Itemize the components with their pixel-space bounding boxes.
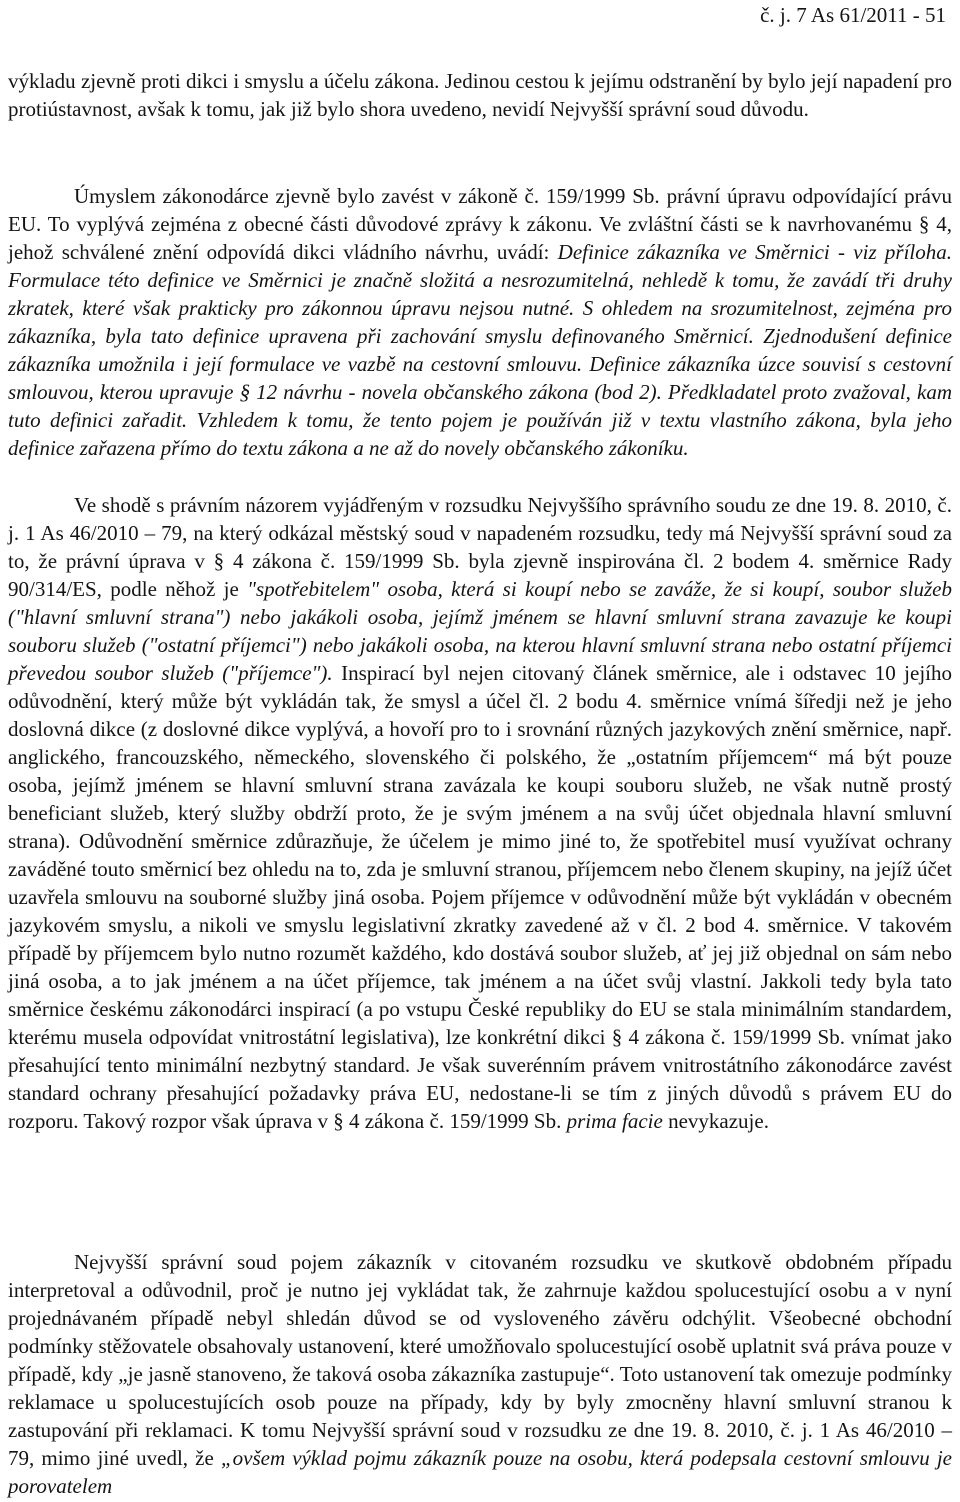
paragraph-3-prima-facie: prima facie bbox=[566, 1109, 663, 1133]
paragraph-4-quote: „ovšem výklad pojmu zákazník pouze na osobu, která podepsala cestovní smlouvu je porovatelem bbox=[8, 1446, 953, 1498]
paragraph-3-quote: "spotřebitelem" osoba, která si koupí nebo se zaváže, že si koupí, soubor služeb ("hlavní smluvní strana") nebo jakákoli osoba, jejímž jménem se hlavní smluvní strana zavazuje ke koupi souboru služeb ("ostatní příjemci") nebo jakákoli osoba, na kterou hlavní smluvní strana nebo ostatní příjemci převedou soubor služeb ("příjemce"). bbox=[8, 577, 952, 685]
paragraph-4 bbox=[8, 1248, 952, 1500]
paragraph-2 bbox=[8, 182, 952, 462]
paragraph-4-text: Nejvyšší správní soud pojem zákazník v citovaném rozsudku ve skutkově obdobném případu interpretoval a odůvodnil, proč je nutno jej vykládat tak, že zahrnuje každou spolucestující osobu a v nyní projednávaném případě nebyl shledán důvod se od vysloveného závěru odchýlit. Všeobecné obchodní podmínky stěžovatele obsahovaly ustanovení, které umožňovalo spolucestující osobě uplatnit svá práva pouze v případě, kdy „je jasně stanoveno, že taková osoba zákazníka zastupuje“. Toto ustanovení tak omezuje podmínky reklamace u spolucestujících osob pouze na případy, kdy by byly zmocněny hlavní smluvní stranou k zastupování při reklamaci. K tomu Nejvyšší správní soud v rozsudku ze dne 19. 8. 2010, č. j. 1 As 46/2010 – 79, mimo jiné uvedl, že bbox=[8, 1250, 952, 1470]
paragraph-1: výkladu zjevně proti dikci i smyslu a účelu zákona. Jedinou cestou k jejímu odstranění by bylo její napadení pro protiústavnost, avšak k tomu, jak již bylo shora uvedeno, nevidí Nejvyšší správní soud důvodu. bbox=[8, 69, 952, 121]
case-reference: č. j. 7 As 61/2011 - 51 bbox=[760, 3, 946, 27]
paragraph-3-text-e: nevykazuje. bbox=[662, 1109, 769, 1133]
paragraph-3-text-a: Ve shodě s právním názorem vyjádřeným v rozsudku Nejvyššího správního soudu ze dne 19. 8. 2010, č. j. 1 As 46/2010 – 79, na který odkázal městský soud v napadeném rozsudku, tedy má Nejvyšší správní soud za to, že právní úprava v § 4 zákona č. 159/1999 Sb. byla zjevně inspirována čl. 2 bodem 4. směrnice Rady 90/314/ES, podle něhož je bbox=[8, 493, 952, 601]
paragraph-2-text: Úmyslem zákonodárce zjevně bylo zavést v zákoně č. 159/1999 Sb. právní úpravu odpovídající právu EU. To vyplývá zejména z obecné části důvodové zprávy k zákonu. Ve zvláštní části se k navrhovanému § 4, jehož schválené znění odpovídá dikci vládního návrhu, uvádí: bbox=[8, 184, 952, 264]
paragraph-2-quote: Definice zákazníka ve Směrnici - viz příloha. Formulace této definice ve Směrnici je značně složitá a nesrozumitelná, nehledě k tomu, že zavádí tři druhy zkratek, které však prakticky pro zákonnou úpravu nejsou nutné. S ohledem na srozumitelnost, zejména pro zákazníka, byla tato definice upravena při zachování smyslu definovaného Směrnicí. Zjednodušení definice zákazníka umožnila i její formulace ve vazbě na cestovní smlouvu. Definice zákazníka úzce souvisí s cestovní smlouvou, kterou upravuje § 12 návrhu - novela občanského zákona (bod 2). Předkladatel proto zvažoval, kam tuto definici zařadit. Vzhledem k tomu, že tento pojem je používán již v textu vlastního zákona, byla jeho definice zařazena přímo do textu zákona a ne až do novely občanského zákoníku. bbox=[8, 240, 953, 460]
paragraph-3-text-c: Inspirací byl nejen citovaný článek směrnice, ale i odstavec 10 jejího odůvodnění, který může být vykládán tak, že smysl a účel čl. 2 bodu 4. směrnice vnímá šíředji než je jeho doslovná dikce (z doslovné dikce vyplývá, a hovoří pro to i srovnání různých jazykových znění směrnice, např. anglického, francouzského, německého, slovenského či polského, že „ostatním příjemcem“ má být pouze osoba, jejímž jménem se hlavní smluvní strana zavázala ke koupi souboru služeb, ne však nutně prostý beneficiant služeb, který služby obdrží proto, že je svým jménem a na svůj účet objednala hlavní smluvní strana). Odůvodnění směrnice zdůrazňuje, že účelem je mimo jiné to, že spotřebitel musí využívat ochrany zaváděné touto směrnicí bez ohledu na to, zda je smluvní stranou, příjemcem nebo členem skupiny, na jejíž účet uzavřela smlouvu na souborné služby jiná osoba. Pojem příjemce v odůvodnění může být vykládán v obecném jazykovém smyslu, a nikoli ve smyslu legislativní zkratky zavedené až v čl. 2 bod 4. směrnice. V takovém případě by příjemcem bylo nutno rozumět každého, kdo dostává soubor služeb, ať jej již objednal on sám nebo jiná osoba, a to jak jménem a na účet příjemce, tak jménem a na účet svůj vlastní. Jakkoli tedy byla tato směrnice českému zákonodárci inspirací (a po vstupu České republiky do EU se stala minimálním standardem, kterému musela odpovídat vnitrostátní legislativa), lze konkrétní dikci § 4 zákona č. 159/1999 Sb. vnímat jako přesahující tento minimální nezbytný standard. Je však suverénním právem vnitrostátního zákonodárce zavést standard ochrany přesahující požadavky práva EU, nedostane-li se tím z jiných důvodů s právem EU do rozporu. Takový rozpor však úprava v § 4 zákona č. 159/1999 Sb. bbox=[8, 661, 952, 1133]
paragraph-3 bbox=[8, 491, 952, 1135]
